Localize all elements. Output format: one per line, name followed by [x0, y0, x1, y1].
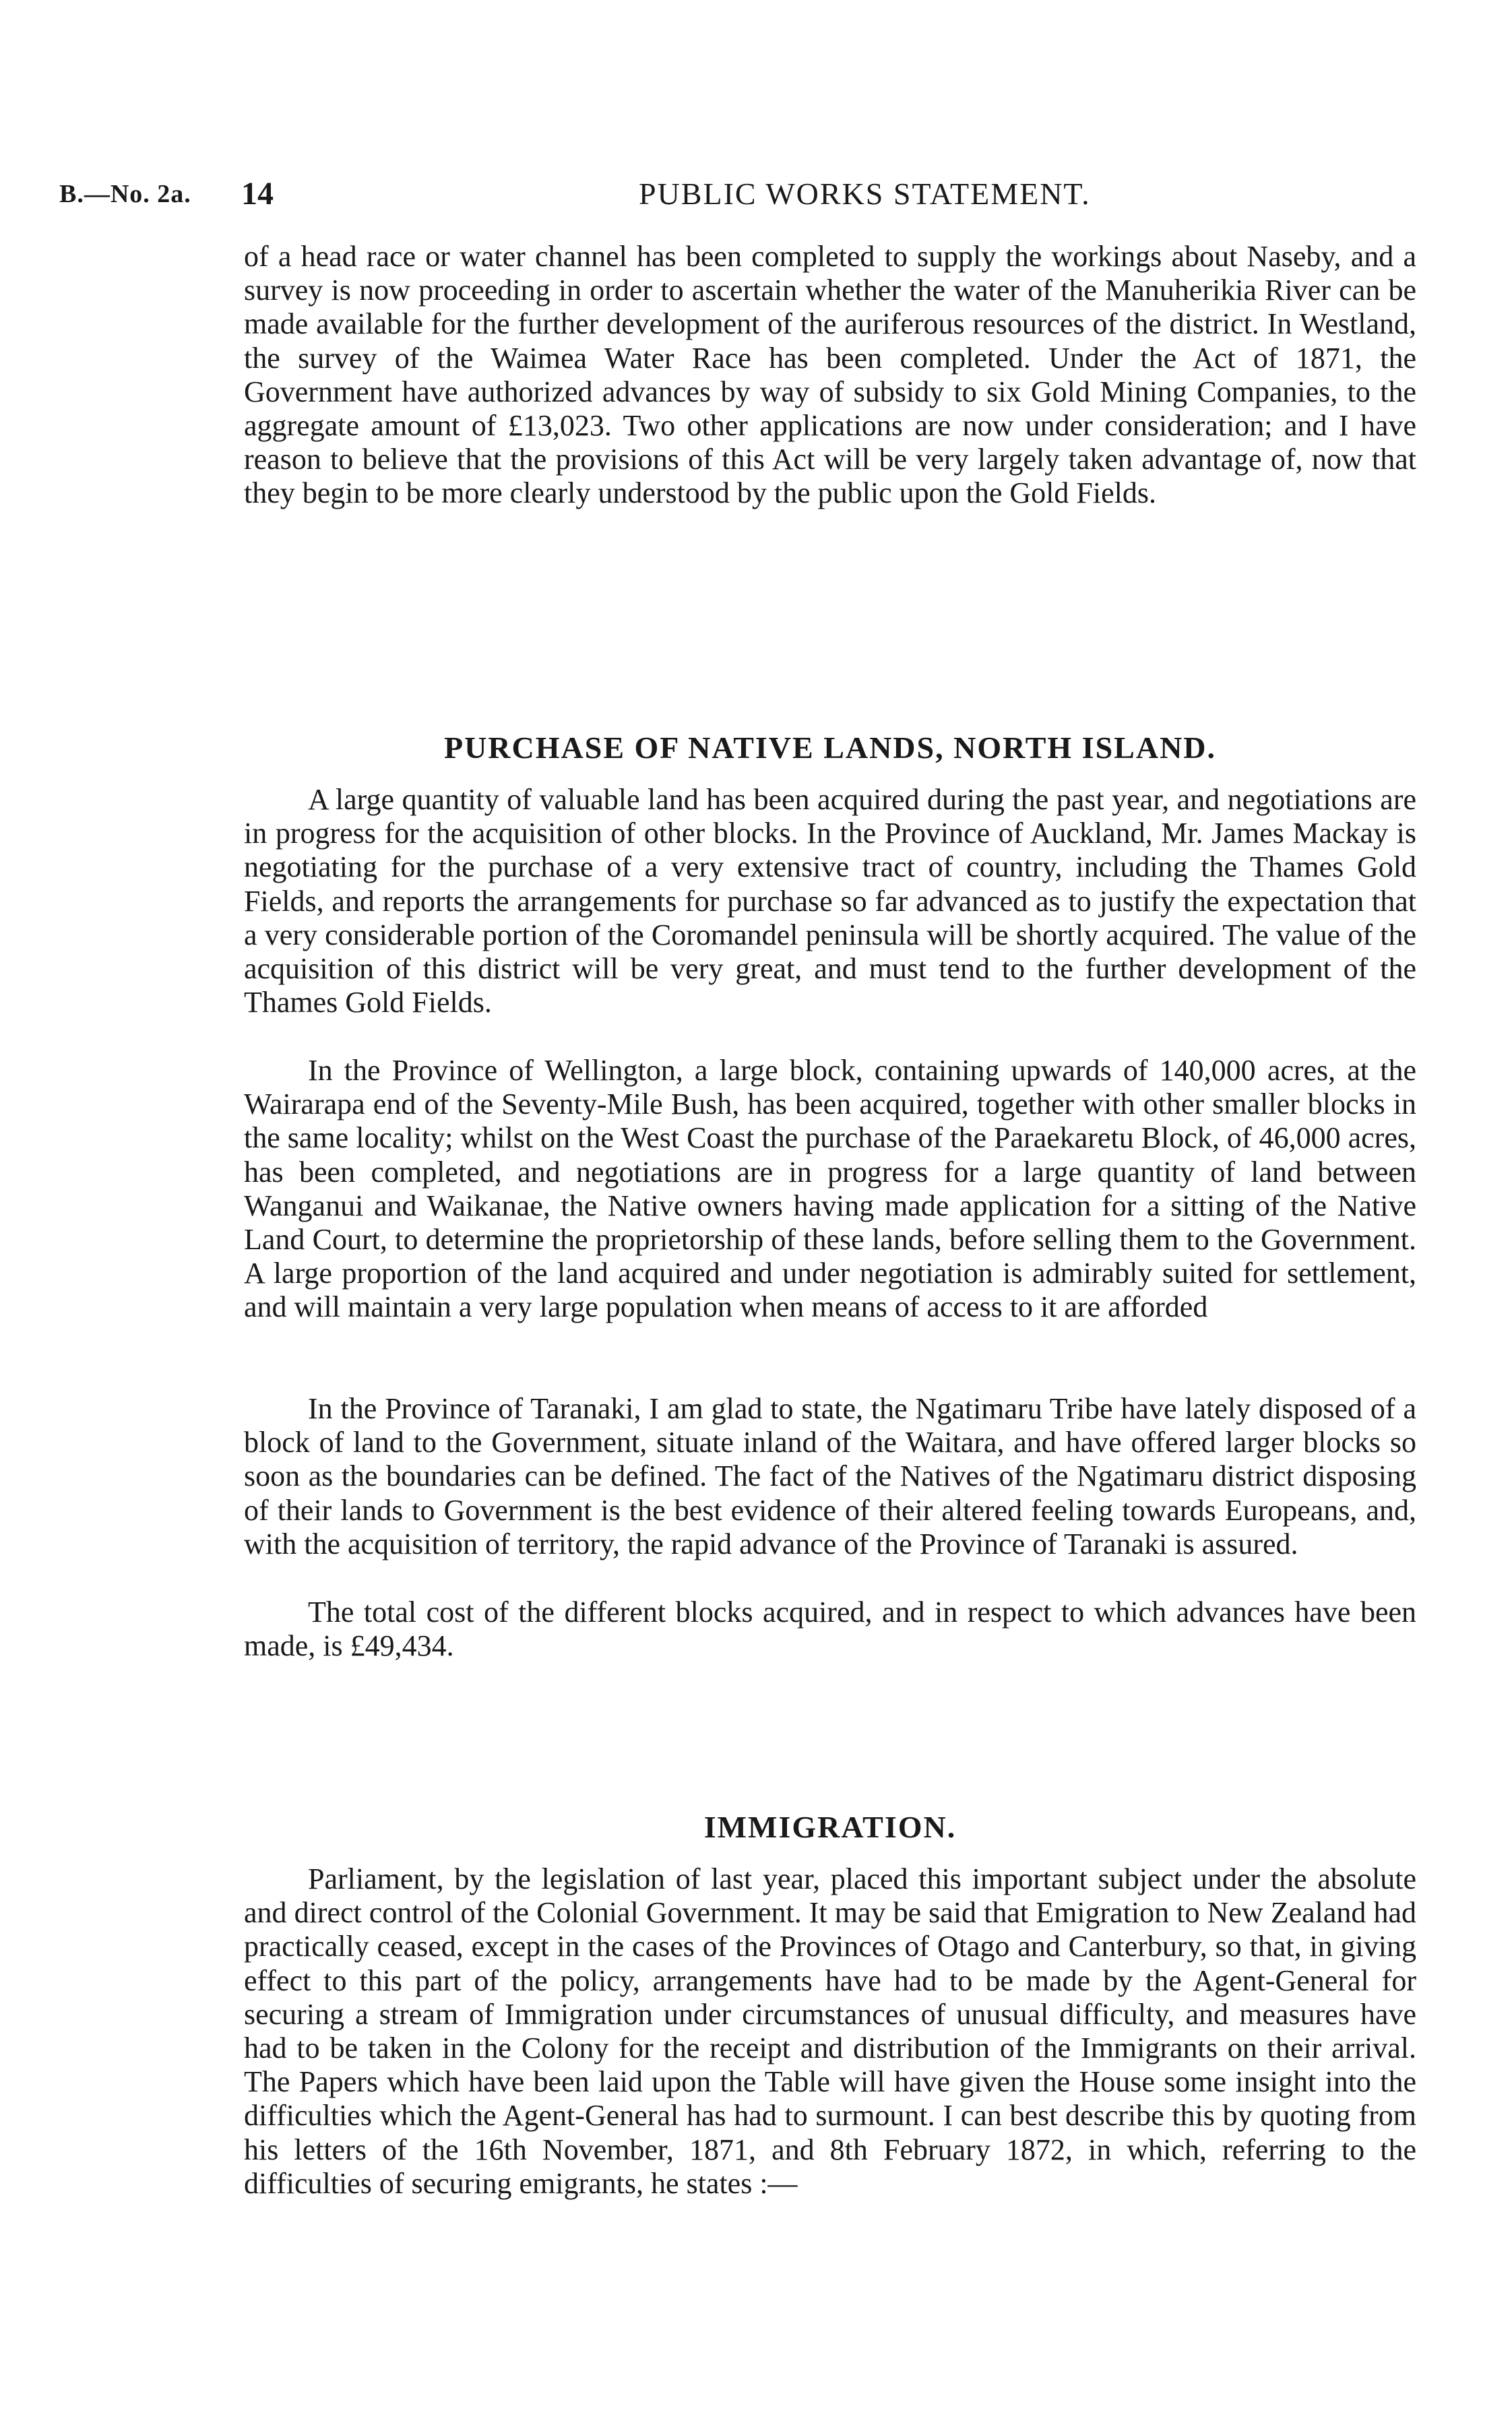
paragraph-gold-fields: of a head race or water channel has been completed to supply the workings about Naseby, and a survey is now proceeding in order to ascertain whether the water of the Manuherikia River can be made available for the further development of the auriferous resources of the district. In Westland, the survey of the Waimea Water Race has been completed. Under the Act of 1871, the Government have authorized advances by way of subsidy to six Gold Mining Companies, to the aggregate amount of £13,023. Two other applications are now under consideration; and I have reason to believe that the provisions of this Act will be very largely taken advantage of, now that they begin to be more clearly understood by the public upon the Gold Fields.	[244, 240, 1416, 510]
paragraph-native-lands-auckland: A large quantity of valuable land has been acquired during the past year, and negotiations are in progress for the acquisition of other blocks. In the Province of Auckland, Mr. James Mackay is negotiating for the purchase of a very extensive tract of country, including the Thames Gold Fields, and reports the arrangements for purchase so far advanced as to justify the expectation that a very considerable portion of the Coromandel peninsula will be shortly acquired. The value of the acquisition of this district will be very great, and must tend to the further development of the Thames Gold Fields.	[244, 783, 1416, 1019]
paragraph-native-lands-taranaki: In the Province of Taranaki, I am glad to state, the Ngatimaru Tribe have lately disposed of a block of land to the Government, situate inland of the Waitara, and have offered larger blocks so soon as the boundaries can be defined. The fact of the Natives of the Ngatimaru district disposing of their lands to Government is the best evidence of their altered feeling towards Europeans, and, with the acquisition of territory, the rapid advance of the Province of Taranaki is assured.	[244, 1392, 1416, 1561]
running-title: PUBLIC WORKS STATEMENT.	[639, 177, 1091, 211]
heading-immigration: IMMIGRATION.	[703, 1810, 957, 1844]
document-reference: B.—No. 2a.	[59, 180, 191, 208]
paragraph-native-lands-total-cost: The total cost of the different blocks acquired, and in respect to which advances have been made, is £49,434.	[244, 1596, 1416, 1663]
running-header	[59, 174, 1447, 214]
paragraph-immigration: Parliament, by the legislation of last year, placed this important subject under the absolute and direct control of the Colonial Government. It may be said that Emigration to New Zealand had practically ceased, except in the cases of the Provinces of Otago and Canterbury, so that, in giving effect to this part of the policy, arrangements have had to be made by the Agent-General for securing a stream of Immigration under circumstances of unusual difficulty, and measures have had to be taken in the Colony for the receipt and distribution of the Immigrants on their arrival. The Papers which have been laid upon the Table will have given the House some insight into the difficulties which the Agent-General has had to surmount. I can best describe this by quoting from his letters of the 16th November, 1871, and 8th February 1872, in which, referring to the difficulties of securing emigrants, he states :—	[244, 1862, 1416, 2200]
heading-native-lands: PURCHASE OF NATIVE LANDS, NORTH ISLAND.	[443, 730, 1217, 765]
paragraph-native-lands-wellington: In the Province of Wellington, a large block, containing upwards of 140,000 acres, at the Wairarapa end of the Seventy-Mile Bush, has been acquired, together with other smaller blocks in the same locality; whilst on the West Coast the purchase of the Paraekaretu Block, of 46,000 acres, has been completed, and negotiations are in progress for a large quantity of land between Wanganui and Waikanae, the Native owners having made application for a sitting of the Native Land Court, to determine the proprietorship of these lands, before selling them to the Government. A large proportion of the land acquired and under negotiation is admirably suited for settlement, and will maintain a very large population when means of access to it are afforded	[244, 1054, 1416, 1324]
page-number: 14	[241, 176, 274, 212]
